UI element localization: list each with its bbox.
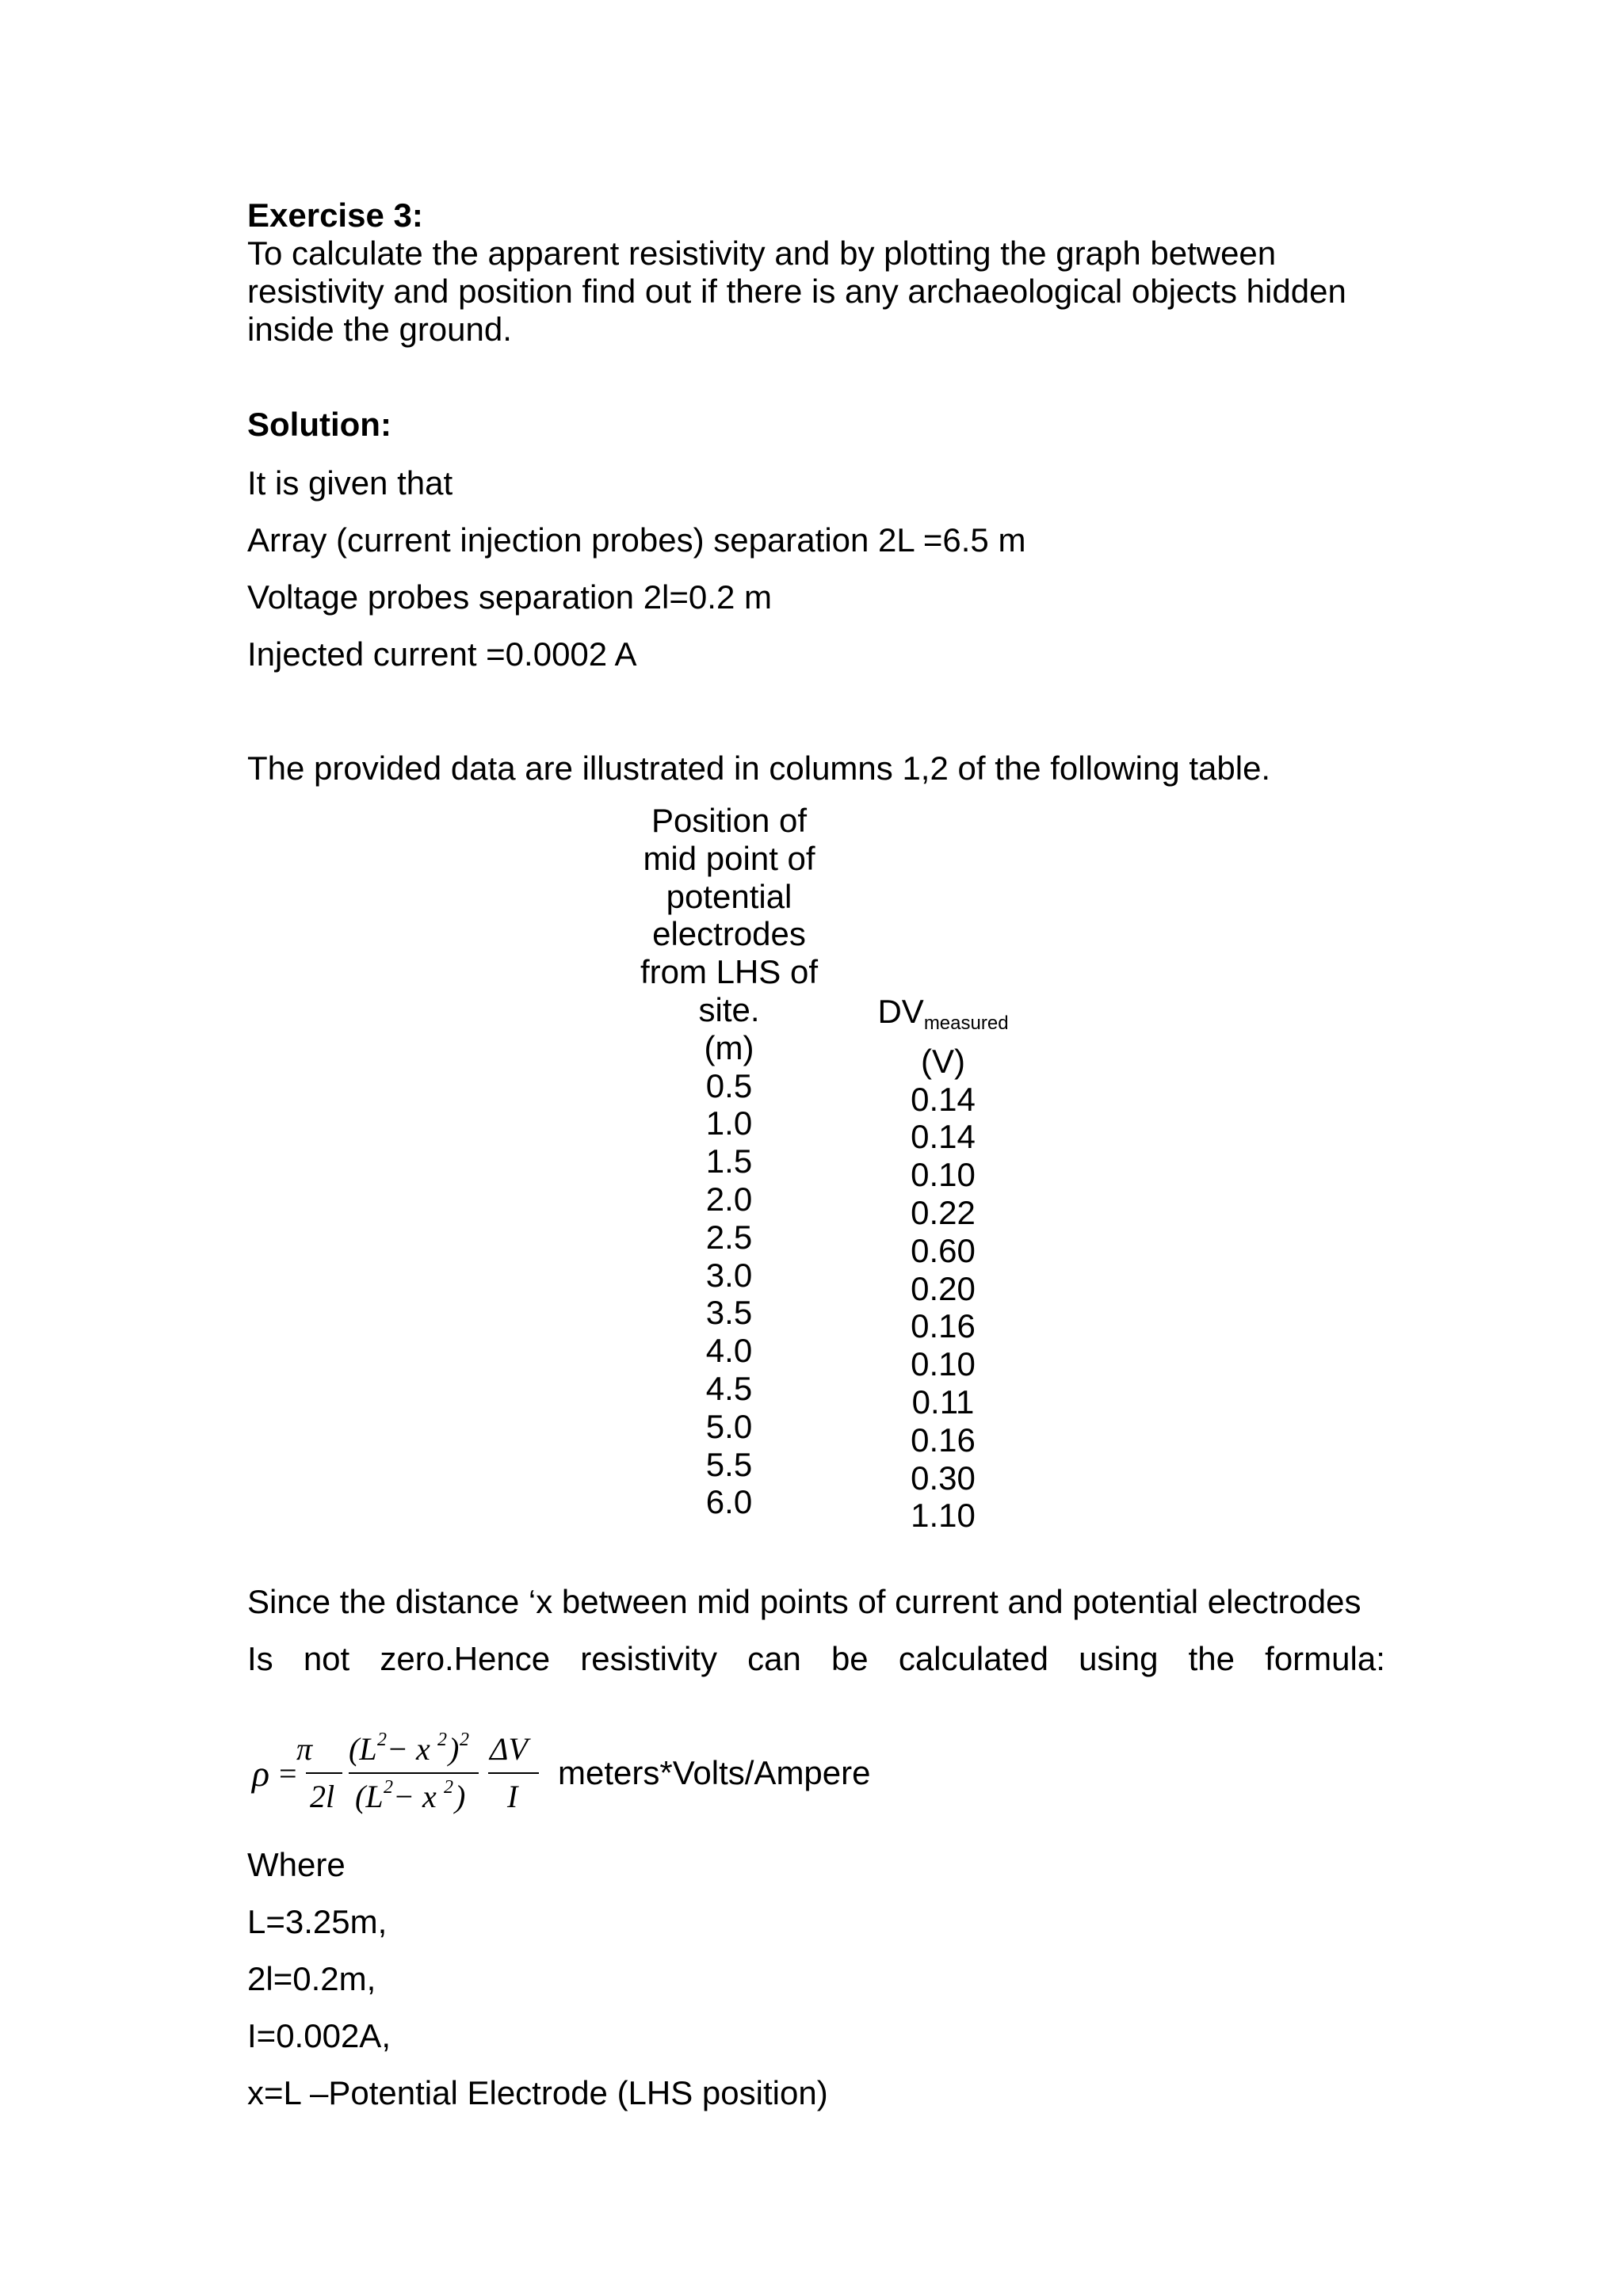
- den-open: (L: [355, 1779, 384, 1814]
- table-header-dv-main: DV: [877, 993, 924, 1030]
- word: can: [747, 1640, 801, 1677]
- word: the: [1188, 1640, 1235, 1677]
- num-exp-x: 2: [437, 1730, 447, 1750]
- where-line-4: x=L –Potential Electrode (LHS position): [247, 2074, 828, 2111]
- word: be: [831, 1640, 869, 1677]
- table-cell-position: 5.5: [705, 1445, 753, 1483]
- given-line-3: Voltage probes separation 2l=0.2 m: [247, 578, 772, 616]
- word: zero.Hence: [380, 1640, 551, 1677]
- problem-line-3: inside the ground.: [247, 311, 512, 348]
- table-cell-position: 1.5: [705, 1142, 753, 1180]
- table-header-position-line: electrodes: [652, 915, 806, 953]
- den-close: ): [455, 1779, 466, 1814]
- formula-2l: 2l: [310, 1779, 335, 1814]
- formula-delta-v: ΔV: [490, 1731, 528, 1767]
- num-minus-x: − x: [387, 1731, 430, 1767]
- word: formula:: [1265, 1640, 1385, 1677]
- table-cell-position: 2.5: [705, 1218, 753, 1256]
- table-cell-position: 3.0: [705, 1256, 753, 1294]
- table-cell-position: 5.0: [705, 1407, 753, 1445]
- where-line-2: 2l=0.2m,: [247, 1960, 376, 1997]
- table-header-position-line: mid point of: [643, 839, 815, 877]
- formula-pi: π: [296, 1731, 313, 1767]
- den-minus-x: − x: [393, 1779, 437, 1814]
- svg-text:(L: [349, 1731, 377, 1767]
- word: resistivity: [580, 1640, 717, 1677]
- table-cell-dv: 1.10: [911, 1497, 976, 1535]
- table-cell-dv: 0.11: [911, 1383, 975, 1421]
- table-cell-dv: 0.14: [911, 1118, 976, 1156]
- formula-units: meters*Volts/Ampere: [558, 1754, 871, 1791]
- table-header-dv-unit: (V): [921, 1042, 965, 1080]
- word: Is: [247, 1640, 273, 1677]
- where-line-1: L=3.25m,: [247, 1903, 388, 1940]
- word: calculated: [898, 1640, 1048, 1677]
- word: using: [1079, 1640, 1159, 1677]
- table-cell-dv: 0.14: [911, 1080, 976, 1118]
- table-cell-position: 2.0: [705, 1180, 753, 1218]
- table-cell-dv: 0.60: [911, 1231, 976, 1269]
- table-header-dv-sub: measured: [923, 1013, 1009, 1034]
- word: not: [303, 1640, 350, 1677]
- table-header-dv: [840, 993, 1046, 1043]
- solution-title: Solution:: [247, 406, 391, 443]
- den-exp-l: 2: [384, 1777, 393, 1798]
- table-cell-dv: 0.20: [911, 1269, 976, 1307]
- den-exp-x: 2: [444, 1777, 453, 1798]
- num-close: ): [449, 1731, 460, 1767]
- formula-denominator-2: [355, 1777, 465, 1814]
- table-cell-dv: 0.22: [911, 1193, 976, 1231]
- given-line-2: Array (current injection probes) separation 2L =6.5 m: [247, 521, 1026, 559]
- problem-line-1: To calculate the apparent resistivity and by plotting the graph between: [247, 235, 1277, 272]
- where-line-3: I=0.002A,: [247, 2017, 391, 2054]
- table-intro: The provided data are illustrated in columns 1,2 of the following table.: [247, 749, 1271, 787]
- formula-intro-line-2: [247, 1640, 1385, 1678]
- table-header-position-line: from LHS of: [640, 953, 819, 991]
- formula-intro-line-1: Since the distance ‘x between mid points of current and potential electrodes: [247, 1583, 1361, 1620]
- table-header-position-unit: (m): [704, 1028, 754, 1066]
- problem-line-2: resistivity and position find out if there is any archaeological objects hidden: [247, 273, 1346, 310]
- table-cell-dv: 0.16: [911, 1307, 976, 1345]
- table-cell-dv: 0.16: [911, 1421, 976, 1459]
- table-header-position-line: potential: [666, 877, 792, 915]
- formula-current-symbol: I: [507, 1779, 518, 1814]
- formula-numerator-2: [349, 1730, 469, 1767]
- formula-equals: =: [279, 1756, 297, 1791]
- table-cell-position: 4.5: [705, 1369, 753, 1407]
- table-header-position-line: Position of: [651, 802, 808, 839]
- table-cell-position: 3.5: [705, 1294, 753, 1332]
- table-cell-position: 0.5: [705, 1066, 753, 1104]
- table-cell-dv: 0.10: [911, 1156, 976, 1194]
- num-exp-l: 2: [377, 1730, 387, 1750]
- table-cell-position: 4.0: [705, 1332, 753, 1370]
- table-column-position: [634, 802, 824, 1521]
- table-header-position-line: site.: [698, 990, 760, 1028]
- given-line-4: Injected current =0.0002 A: [247, 635, 637, 673]
- formula-rho: ρ: [252, 1753, 270, 1794]
- table-cell-dv: 0.10: [911, 1345, 976, 1383]
- table-cell-dv: 0.30: [911, 1459, 976, 1497]
- exercise-title: Exercise 3:: [247, 196, 423, 234]
- num-exp-outer: 2: [460, 1730, 469, 1750]
- table-column-dv: [840, 993, 1046, 1535]
- table-cell-position: 1.0: [705, 1104, 753, 1142]
- where-label: Where: [247, 1846, 346, 1883]
- given-line-1: It is given that: [247, 464, 453, 502]
- num-open: (L: [349, 1731, 377, 1767]
- table-cell-position: 6.0: [705, 1483, 753, 1521]
